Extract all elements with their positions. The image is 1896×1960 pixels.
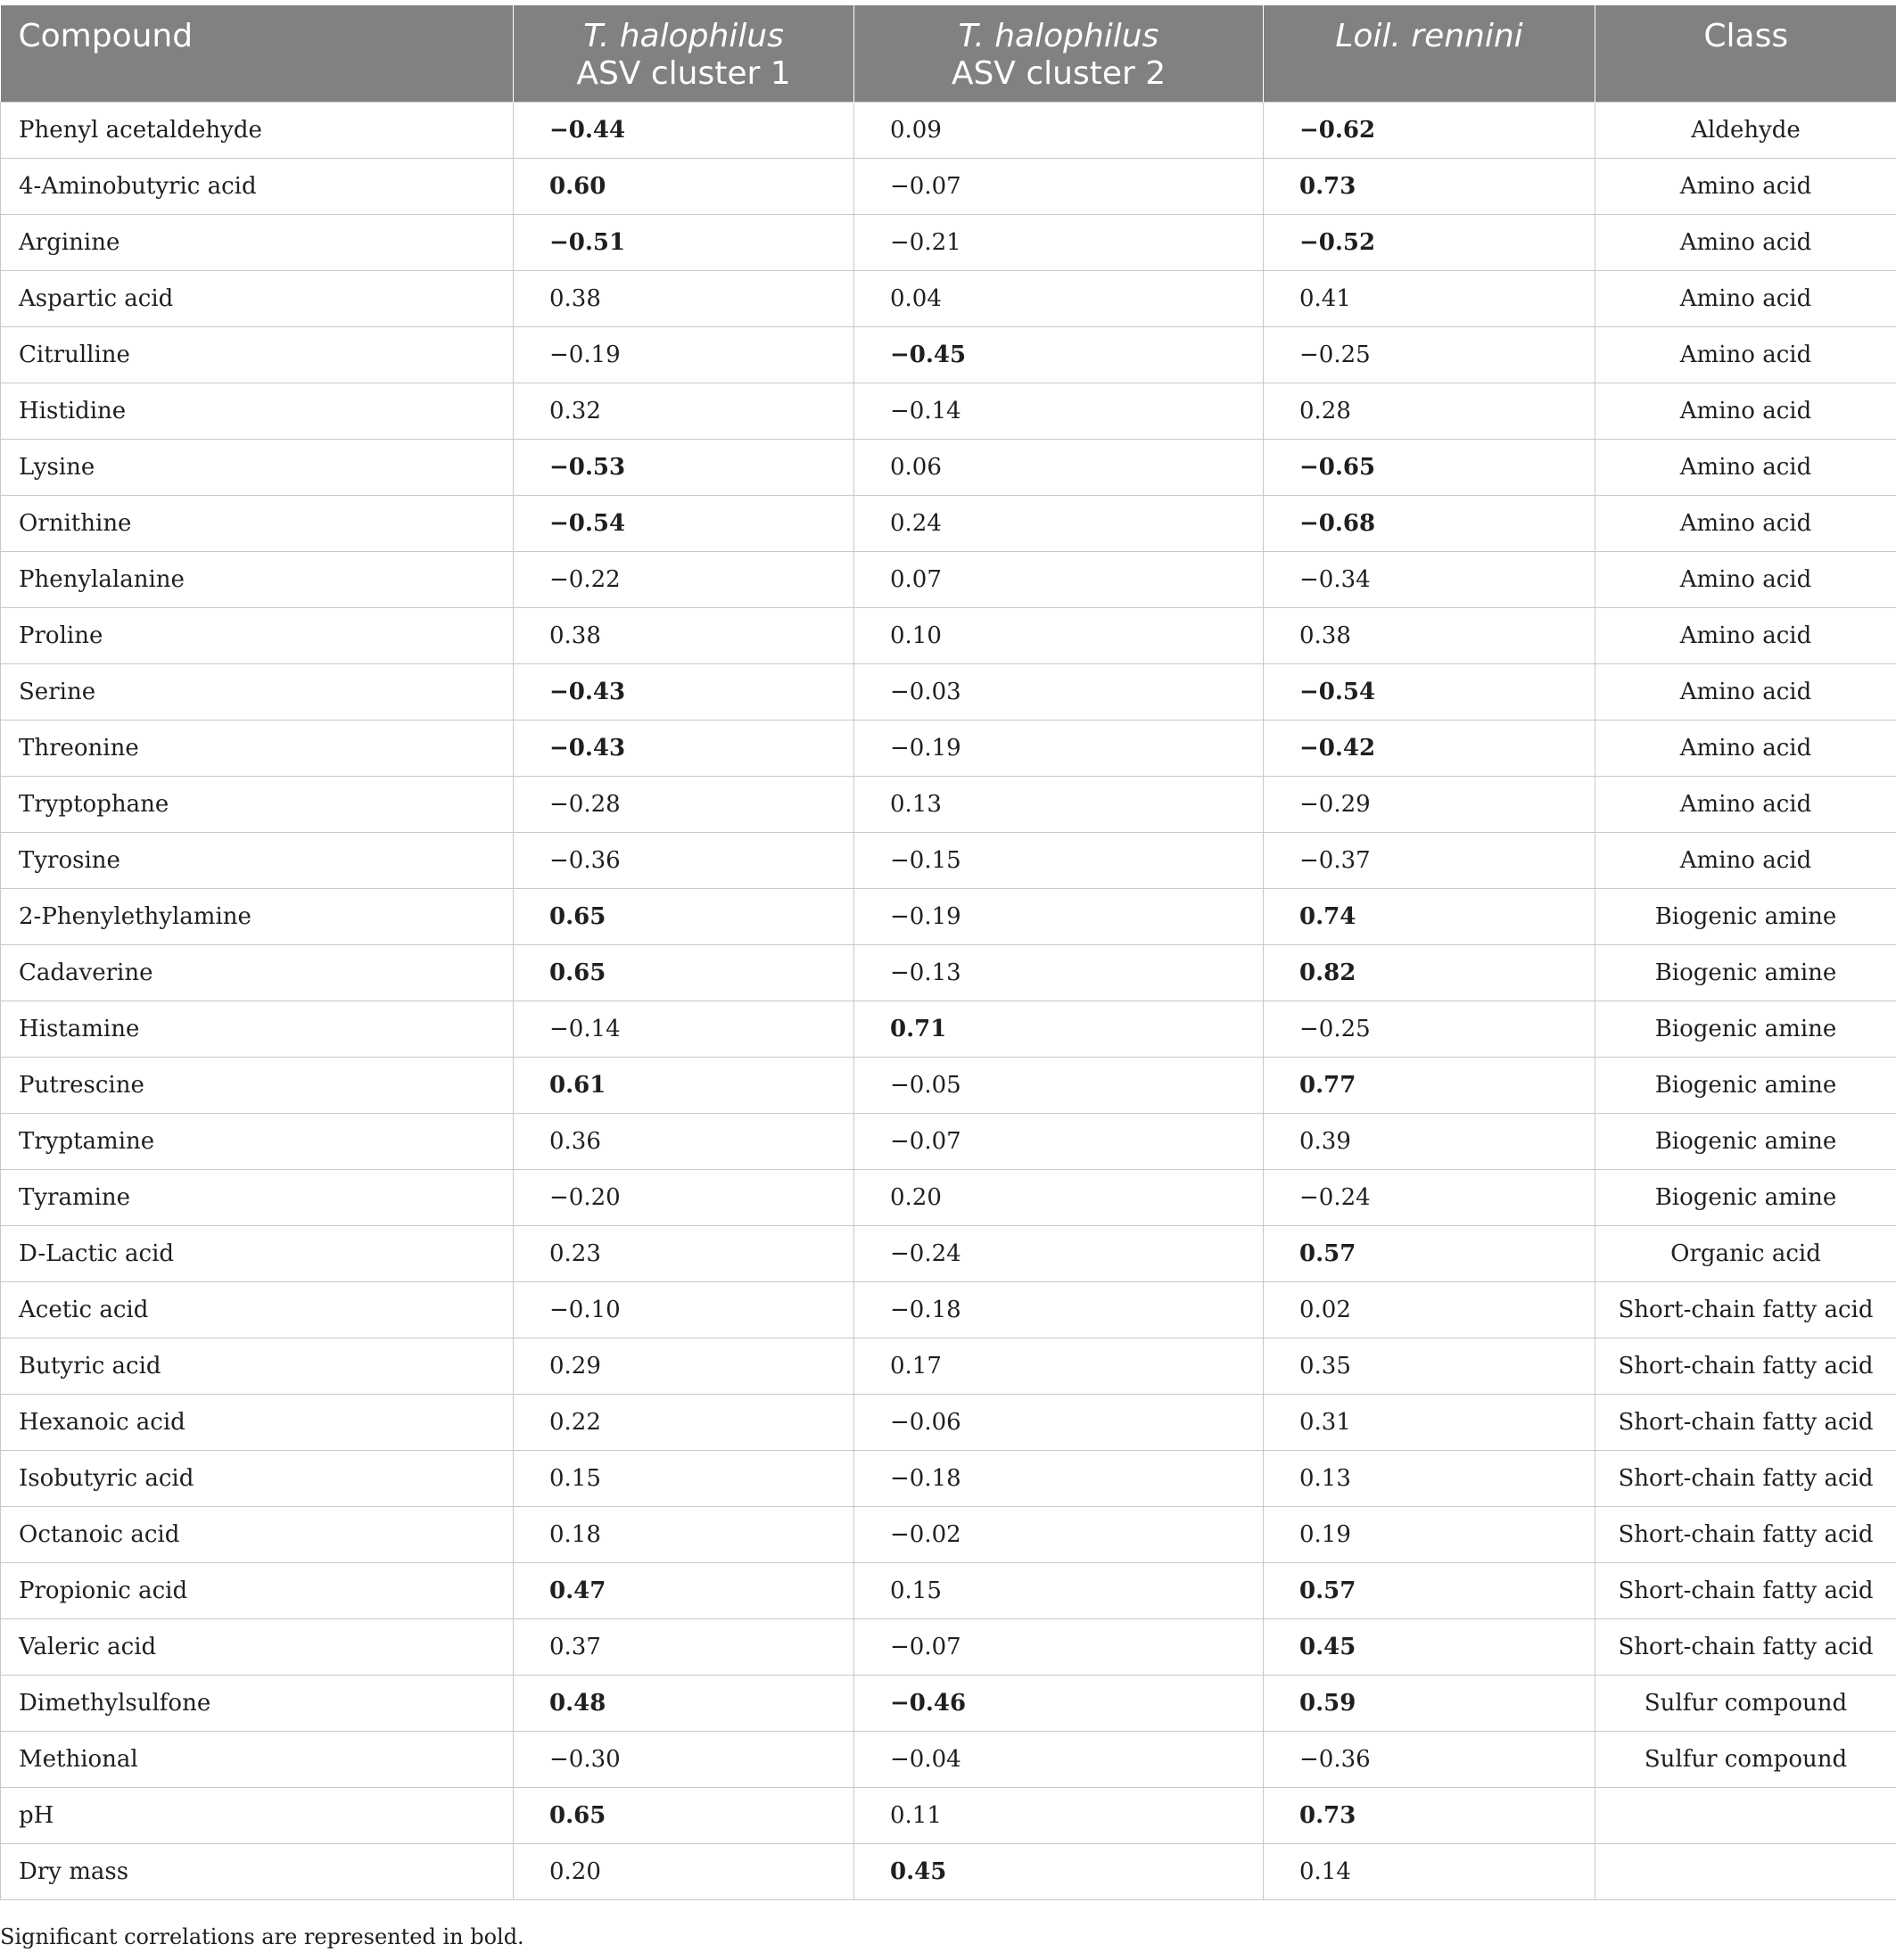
header-t-halophilus-cluster-2 [854, 5, 1264, 102]
compound-cell: Dimethylsulfone [1, 1675, 514, 1731]
header-cluster-1-subtitle: ASV cluster 1 [576, 55, 791, 92]
cluster-2-value-cell: 0.06 [854, 439, 1264, 495]
compound-cell: 4-Aminobutyric acid [1, 158, 514, 214]
cluster-1-value-cell: 0.38 [514, 270, 854, 326]
compound-cell: Phenylalanine [1, 551, 514, 607]
table-row [1, 1225, 1896, 1281]
loil-rennini-value-cell: 0.13 [1264, 1450, 1595, 1506]
cluster-2-value-cell: 0.11 [854, 1787, 1264, 1843]
table-row [1, 1731, 1896, 1787]
cluster-1-value-cell: −0.44 [514, 102, 854, 158]
class-cell: Sulfur compound [1595, 1731, 1896, 1787]
class-cell: Short-chain fatty acid [1595, 1506, 1896, 1562]
cluster-1-value-cell: −0.30 [514, 1731, 854, 1787]
class-cell: Biogenic amine [1595, 1169, 1896, 1225]
correlation-table [0, 5, 1896, 1900]
header-class [1595, 5, 1896, 102]
cluster-2-value-cell: −0.15 [854, 832, 1264, 888]
cluster-1-value-cell: −0.19 [514, 326, 854, 383]
table-row [1, 1394, 1896, 1450]
cluster-2-value-cell: −0.24 [854, 1225, 1264, 1281]
loil-rennini-value-cell: −0.37 [1264, 832, 1595, 888]
cluster-1-value-cell: 0.15 [514, 1450, 854, 1506]
cluster-2-value-cell: −0.07 [854, 1618, 1264, 1675]
table-row [1, 1338, 1896, 1394]
table-row [1, 326, 1896, 383]
cluster-2-value-cell: −0.19 [854, 720, 1264, 776]
table-row [1, 720, 1896, 776]
compound-cell: Dry mass [1, 1843, 514, 1899]
table-row [1, 1675, 1896, 1731]
compound-cell: Valeric acid [1, 1618, 514, 1675]
table-row [1, 551, 1896, 607]
compound-cell: Proline [1, 607, 514, 663]
class-cell: Short-chain fatty acid [1595, 1450, 1896, 1506]
table-row [1, 888, 1896, 944]
header-t-halophilus-cluster-1 [514, 5, 854, 102]
cluster-2-value-cell: 0.09 [854, 102, 1264, 158]
class-cell: Short-chain fatty acid [1595, 1618, 1896, 1675]
class-cell: Amino acid [1595, 383, 1896, 439]
cluster-2-value-cell: −0.05 [854, 1057, 1264, 1113]
cluster-1-value-cell: 0.32 [514, 383, 854, 439]
loil-rennini-value-cell: 0.77 [1264, 1057, 1595, 1113]
cluster-1-value-cell: −0.43 [514, 720, 854, 776]
table-row [1, 1057, 1896, 1113]
cluster-1-value-cell: −0.14 [514, 1001, 854, 1057]
table-row [1, 1618, 1896, 1675]
cluster-2-value-cell: −0.14 [854, 383, 1264, 439]
header-compound [1, 5, 514, 102]
class-cell: Amino acid [1595, 607, 1896, 663]
compound-cell: Threonine [1, 720, 514, 776]
compound-cell: Tyrosine [1, 832, 514, 888]
cluster-1-value-cell: 0.65 [514, 1787, 854, 1843]
cluster-2-value-cell: 0.04 [854, 270, 1264, 326]
cluster-2-value-cell: −0.21 [854, 214, 1264, 270]
compound-cell: Hexanoic acid [1, 1394, 514, 1450]
table-row [1, 832, 1896, 888]
cluster-1-value-cell: −0.54 [514, 495, 854, 551]
compound-cell: Histamine [1, 1001, 514, 1057]
table-row [1, 1113, 1896, 1169]
cluster-1-value-cell: −0.10 [514, 1281, 854, 1338]
compound-cell: Ornithine [1, 495, 514, 551]
cluster-1-value-cell: −0.28 [514, 776, 854, 832]
cluster-2-value-cell: −0.45 [854, 326, 1264, 383]
header-compound-label: Compound [18, 18, 194, 54]
cluster-2-value-cell: 0.20 [854, 1169, 1264, 1225]
compound-cell: Methional [1, 1731, 514, 1787]
cluster-1-value-cell: 0.22 [514, 1394, 854, 1450]
loil-rennini-value-cell: 0.82 [1264, 944, 1595, 1001]
class-cell: Organic acid [1595, 1225, 1896, 1281]
cluster-1-value-cell: 0.47 [514, 1562, 854, 1618]
loil-rennini-value-cell: 0.19 [1264, 1506, 1595, 1562]
cluster-1-value-cell: 0.61 [514, 1057, 854, 1113]
cluster-1-value-cell: −0.53 [514, 439, 854, 495]
class-cell: Aldehyde [1595, 102, 1896, 158]
compound-cell: Tryptamine [1, 1113, 514, 1169]
compound-cell: D-Lactic acid [1, 1225, 514, 1281]
compound-cell: Octanoic acid [1, 1506, 514, 1562]
table-row [1, 439, 1896, 495]
cluster-2-value-cell: 0.13 [854, 776, 1264, 832]
correlation-table-container [0, 5, 1896, 1900]
cluster-1-value-cell: 0.38 [514, 607, 854, 663]
table-row [1, 944, 1896, 1001]
table-body [1, 102, 1896, 1899]
table-row [1, 607, 1896, 663]
loil-rennini-value-cell: 0.35 [1264, 1338, 1595, 1394]
class-cell: Amino acid [1595, 551, 1896, 607]
class-cell: Biogenic amine [1595, 1057, 1896, 1113]
compound-cell: Histidine [1, 383, 514, 439]
table-row [1, 1281, 1896, 1338]
cluster-1-value-cell: 0.65 [514, 888, 854, 944]
table-row [1, 158, 1896, 214]
compound-cell: Tyramine [1, 1169, 514, 1225]
cluster-2-value-cell: −0.03 [854, 663, 1264, 720]
compound-cell: pH [1, 1787, 514, 1843]
compound-cell: Putrescine [1, 1057, 514, 1113]
class-cell: Short-chain fatty acid [1595, 1562, 1896, 1618]
header-loil-rennini-label: Loil. rennini [1335, 18, 1523, 54]
cluster-2-value-cell: −0.06 [854, 1394, 1264, 1450]
table-row [1, 1001, 1896, 1057]
class-cell: Amino acid [1595, 495, 1896, 551]
cluster-2-value-cell: −0.02 [854, 1506, 1264, 1562]
class-cell: Sulfur compound [1595, 1675, 1896, 1731]
header-cluster-1-species: T. halophilus [583, 18, 784, 54]
loil-rennini-value-cell: 0.74 [1264, 888, 1595, 944]
loil-rennini-value-cell: 0.31 [1264, 1394, 1595, 1450]
loil-rennini-value-cell: −0.68 [1264, 495, 1595, 551]
table-row [1, 1787, 1896, 1843]
table-row [1, 1843, 1896, 1899]
compound-cell: Lysine [1, 439, 514, 495]
table-row [1, 663, 1896, 720]
loil-rennini-value-cell: −0.52 [1264, 214, 1595, 270]
table-row [1, 1506, 1896, 1562]
cluster-1-value-cell: 0.48 [514, 1675, 854, 1731]
class-cell: Biogenic amine [1595, 944, 1896, 1001]
compound-cell: Isobutyric acid [1, 1450, 514, 1506]
class-cell: Amino acid [1595, 270, 1896, 326]
table-row [1, 776, 1896, 832]
class-cell: Amino acid [1595, 326, 1896, 383]
cluster-2-value-cell: 0.17 [854, 1338, 1264, 1394]
class-cell: Biogenic amine [1595, 1113, 1896, 1169]
class-cell: Biogenic amine [1595, 1001, 1896, 1057]
loil-rennini-value-cell: −0.29 [1264, 776, 1595, 832]
cluster-2-value-cell: −0.46 [854, 1675, 1264, 1731]
loil-rennini-value-cell: −0.24 [1264, 1169, 1595, 1225]
loil-rennini-value-cell: 0.02 [1264, 1281, 1595, 1338]
table-row [1, 383, 1896, 439]
loil-rennini-value-cell: 0.59 [1264, 1675, 1595, 1731]
cluster-2-value-cell: 0.15 [854, 1562, 1264, 1618]
table-row [1, 214, 1896, 270]
header-cluster-2-subtitle: ASV cluster 2 [951, 55, 1166, 92]
header-loil-rennini [1264, 5, 1595, 102]
table-row [1, 1450, 1896, 1506]
loil-rennini-value-cell: −0.42 [1264, 720, 1595, 776]
compound-cell: Acetic acid [1, 1281, 514, 1338]
cluster-2-value-cell: 0.10 [854, 607, 1264, 663]
cluster-2-value-cell: −0.18 [854, 1281, 1264, 1338]
class-cell: Short-chain fatty acid [1595, 1394, 1896, 1450]
cluster-1-value-cell: 0.65 [514, 944, 854, 1001]
table-row [1, 102, 1896, 158]
compound-cell: Citrulline [1, 326, 514, 383]
table-row [1, 1169, 1896, 1225]
class-cell: Short-chain fatty acid [1595, 1338, 1896, 1394]
loil-rennini-value-cell: 0.57 [1264, 1225, 1595, 1281]
table-row [1, 270, 1896, 326]
cluster-1-value-cell: 0.60 [514, 158, 854, 214]
cluster-1-value-cell: −0.22 [514, 551, 854, 607]
cluster-2-value-cell: −0.13 [854, 944, 1264, 1001]
class-cell: Biogenic amine [1595, 888, 1896, 944]
loil-rennini-value-cell: −0.25 [1264, 326, 1595, 383]
cluster-1-value-cell: 0.18 [514, 1506, 854, 1562]
compound-cell: Butyric acid [1, 1338, 514, 1394]
cluster-1-value-cell: 0.29 [514, 1338, 854, 1394]
cluster-1-value-cell: −0.36 [514, 832, 854, 888]
compound-cell: Arginine [1, 214, 514, 270]
cluster-1-value-cell: 0.36 [514, 1113, 854, 1169]
cluster-1-value-cell: 0.37 [514, 1618, 854, 1675]
class-cell: Amino acid [1595, 663, 1896, 720]
compound-cell: 2-Phenylethylamine [1, 888, 514, 944]
class-cell [1595, 1843, 1896, 1899]
cluster-1-value-cell: −0.43 [514, 663, 854, 720]
loil-rennini-value-cell: −0.25 [1264, 1001, 1595, 1057]
class-cell [1595, 1787, 1896, 1843]
class-cell: Amino acid [1595, 214, 1896, 270]
table-header [1, 5, 1896, 102]
cluster-2-value-cell: 0.45 [854, 1843, 1264, 1899]
loil-rennini-value-cell: 0.45 [1264, 1618, 1595, 1675]
loil-rennini-value-cell: −0.65 [1264, 439, 1595, 495]
cluster-1-value-cell: 0.23 [514, 1225, 854, 1281]
header-row [1, 5, 1896, 102]
loil-rennini-value-cell: 0.57 [1264, 1562, 1595, 1618]
loil-rennini-value-cell: −0.34 [1264, 551, 1595, 607]
cluster-2-value-cell: 0.71 [854, 1001, 1264, 1057]
cluster-2-value-cell: 0.24 [854, 495, 1264, 551]
compound-cell: Cadaverine [1, 944, 514, 1001]
cluster-1-value-cell: −0.51 [514, 214, 854, 270]
loil-rennini-value-cell: 0.73 [1264, 1787, 1595, 1843]
loil-rennini-value-cell: 0.41 [1264, 270, 1595, 326]
loil-rennini-value-cell: −0.62 [1264, 102, 1595, 158]
cluster-2-value-cell: −0.07 [854, 1113, 1264, 1169]
compound-cell: Serine [1, 663, 514, 720]
compound-cell: Phenyl acetaldehyde [1, 102, 514, 158]
class-cell: Amino acid [1595, 439, 1896, 495]
cluster-2-value-cell: 0.07 [854, 551, 1264, 607]
cluster-1-value-cell: 0.20 [514, 1843, 854, 1899]
compound-cell: Propionic acid [1, 1562, 514, 1618]
compound-cell: Tryptophane [1, 776, 514, 832]
loil-rennini-value-cell: 0.38 [1264, 607, 1595, 663]
compound-cell: Aspartic acid [1, 270, 514, 326]
cluster-2-value-cell: −0.04 [854, 1731, 1264, 1787]
cluster-2-value-cell: −0.07 [854, 158, 1264, 214]
loil-rennini-value-cell: 0.14 [1264, 1843, 1595, 1899]
table-footnote: Significant correlations are represented in bold. [0, 1924, 524, 1949]
class-cell: Amino acid [1595, 720, 1896, 776]
loil-rennini-value-cell: −0.54 [1264, 663, 1595, 720]
table-row [1, 495, 1896, 551]
table-row [1, 1562, 1896, 1618]
class-cell: Short-chain fatty acid [1595, 1281, 1896, 1338]
cluster-2-value-cell: −0.18 [854, 1450, 1264, 1506]
loil-rennini-value-cell: 0.39 [1264, 1113, 1595, 1169]
class-cell: Amino acid [1595, 776, 1896, 832]
cluster-2-value-cell: −0.19 [854, 888, 1264, 944]
header-class-label: Class [1703, 18, 1789, 54]
header-cluster-2-species: T. halophilus [958, 18, 1159, 54]
loil-rennini-value-cell: 0.73 [1264, 158, 1595, 214]
cluster-1-value-cell: −0.20 [514, 1169, 854, 1225]
loil-rennini-value-cell: 0.28 [1264, 383, 1595, 439]
class-cell: Amino acid [1595, 158, 1896, 214]
class-cell: Amino acid [1595, 832, 1896, 888]
loil-rennini-value-cell: −0.36 [1264, 1731, 1595, 1787]
